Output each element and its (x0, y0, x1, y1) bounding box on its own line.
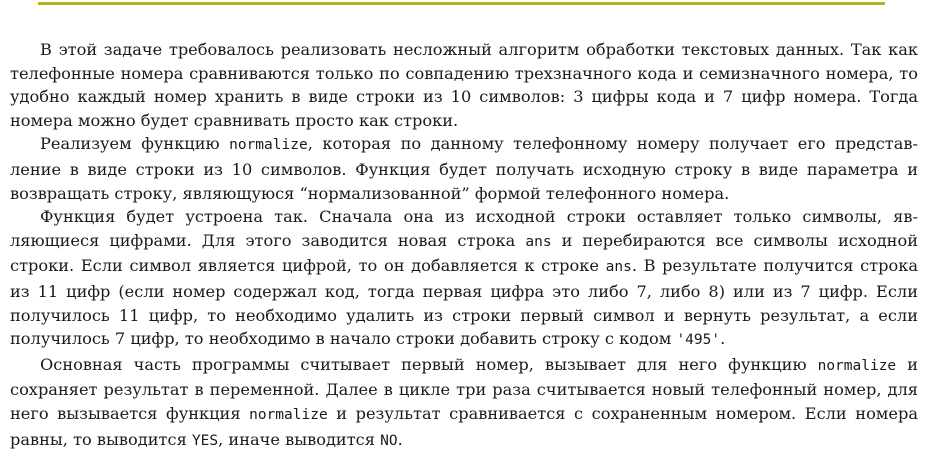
paragraph-4 (10, 353, 918, 453)
paragraph-text: , которая по данному телефонному номеру получает его представление в виде строки из 10 символов. Функция будет получать исходную строку в виде параметра и возвращать строку, являющуюся “нормализованной” формой телефонного номера. (10, 134, 919, 203)
paragraph-text: и результат сравнивается с сохраненным номером. Если номера равны, то выводится (10, 403, 918, 449)
paragraph-text: В этой задаче требовалось реализовать несложный алгоритм обработки текстовых данных. Так как телефонные номера сравниваются только по совпадению трехзначного кода и семизначного номера, то удобно каждый номер хранить в виде строки из 10 символов: 3 цифры кода и 7 цифр номера. Тогда номера можно будет сравнивать просто как строки. (10, 40, 918, 130)
inline-code: YES (191, 432, 219, 449)
inline-code: normalize (249, 406, 328, 423)
document-body (10, 38, 918, 453)
paragraph-1 (10, 38, 918, 132)
paragraph-2 (10, 132, 918, 205)
paragraph-text: . (720, 329, 726, 349)
paragraph-text: . В результате получится строка из 11 цифр (если номер содержал код, тогда первая цифра это либо 7, либо 8) или из 7 цифр. Если получилось 11 цифр, то необходимо удалить из строки первый символ и вернуть результат, а если получилось 7 цифр, то необходимо в начало строки добавить строку с кодом (10, 256, 918, 349)
paragraph-text: Функция будет устроена так. Сначала она из исходной строки оставляет только символы, являющиеся цифрами. Для этого заводится новая строка (10, 207, 918, 250)
inline-code: NO (380, 432, 398, 449)
paragraph-text: . (397, 429, 403, 449)
inline-code: ans (605, 259, 632, 276)
paragraph-text: Реализуем функцию (40, 134, 230, 154)
header-rule (38, 2, 885, 5)
paragraph-text: и перебираются все символы исходной строки. Если символ является цифрой, то он добавляется к строке (10, 230, 918, 276)
paragraph-3 (10, 205, 918, 353)
inline-code: normalize (817, 357, 897, 374)
inline-code: ans (525, 233, 552, 250)
inline-code: '495' (676, 332, 721, 349)
paragraph-text: и сохраняет результат в переменной. Далее в цикле три раза считывается новый телефонный номер, для него вызывается функция (10, 354, 919, 423)
inline-code: normalize (229, 137, 308, 154)
paragraph-text: , иначе выводится (218, 429, 381, 449)
paragraph-text: Основная часть программы считывает первый номер, вызывает для него функцию (40, 354, 818, 374)
